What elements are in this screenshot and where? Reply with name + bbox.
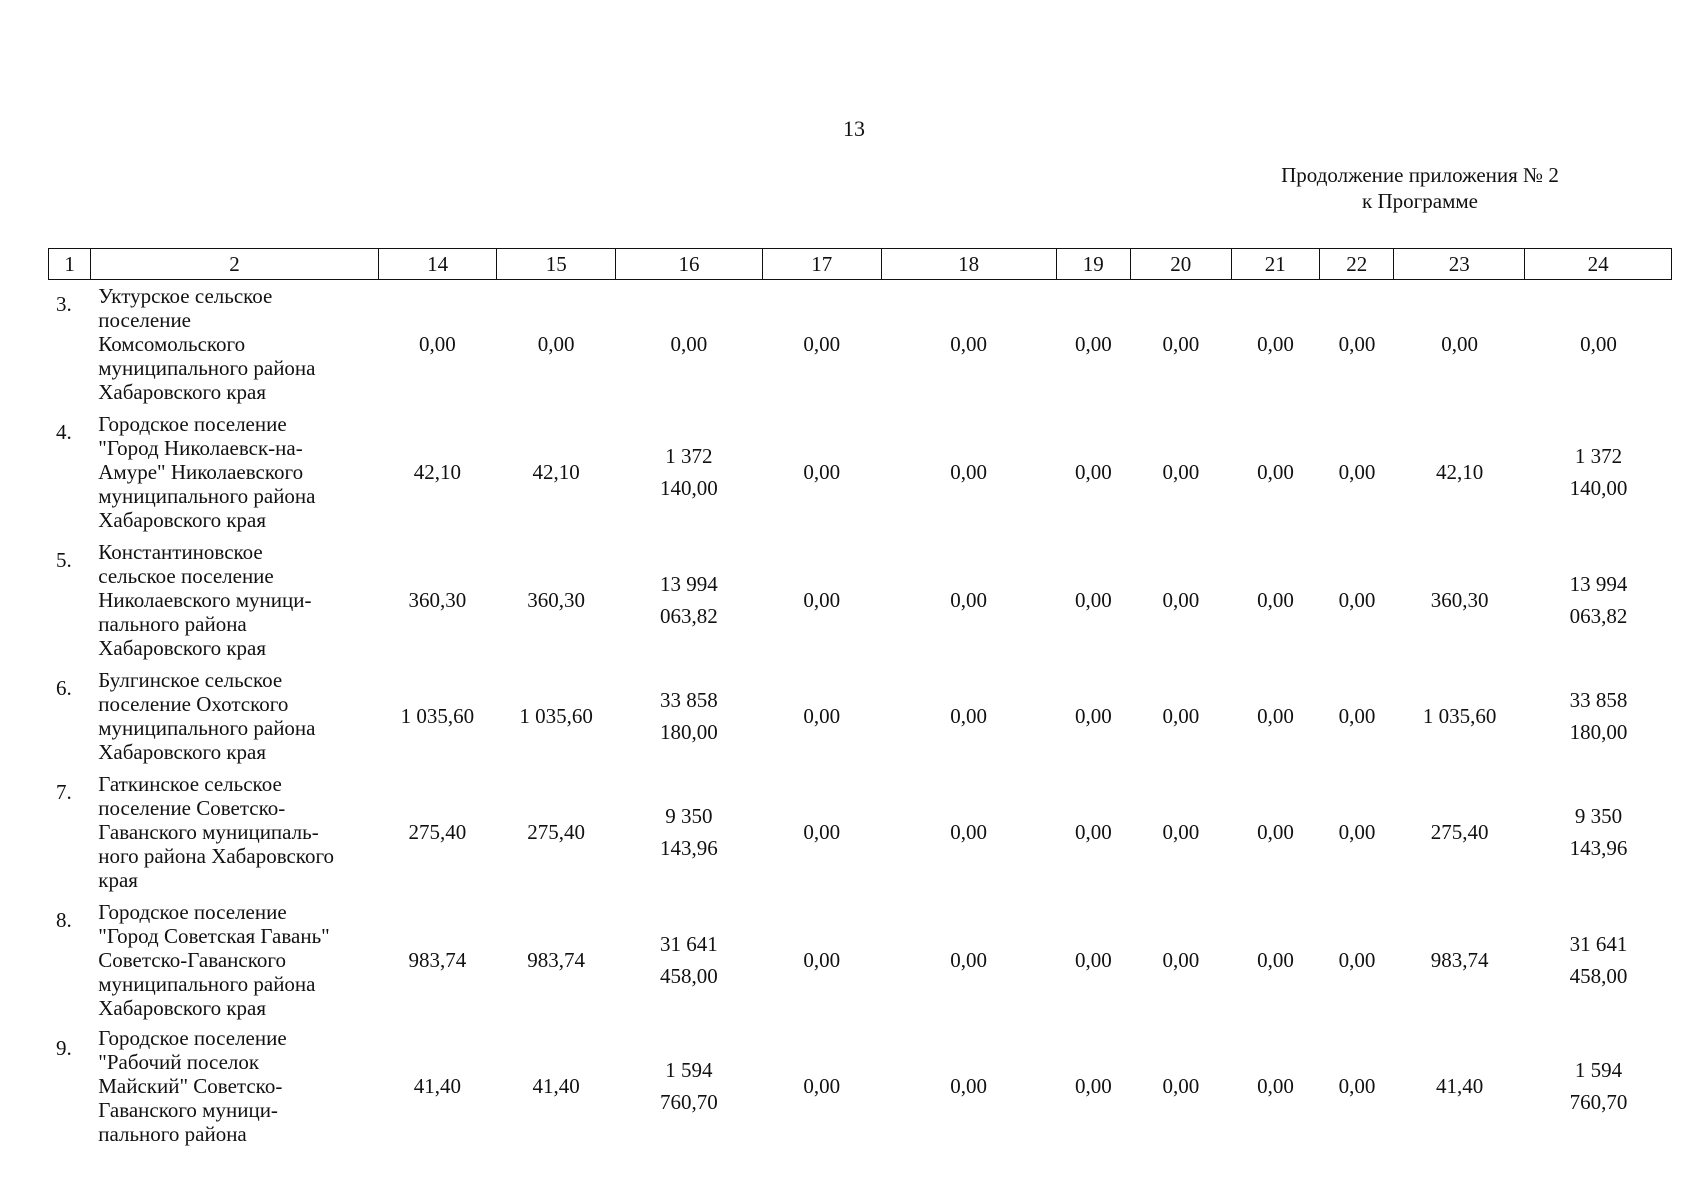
value-cell <box>1056 898 1130 1026</box>
value-line: 063,82 <box>660 604 718 628</box>
value-line: 0,00 <box>1074 588 1112 612</box>
value-cell <box>881 898 1056 1026</box>
value-cell <box>1525 1026 1672 1150</box>
value-cell <box>497 538 616 666</box>
settlement-name-line: пального района <box>98 1122 247 1146</box>
value-cell <box>1131 538 1232 666</box>
value-line: 42,10 <box>532 460 580 484</box>
value-cell <box>1056 666 1130 770</box>
value-line: 180,00 <box>660 720 718 744</box>
value-cell <box>762 898 881 1026</box>
value-cell <box>1056 410 1130 538</box>
value-line: 0,00 <box>1162 588 1200 612</box>
value-line: 1 035,60 <box>400 704 475 728</box>
value-cell <box>497 666 616 770</box>
value-line: 983,74 <box>408 948 467 972</box>
value-cell <box>497 410 616 538</box>
value-line: 0,00 <box>1580 332 1617 356</box>
value-cell <box>1394 282 1525 410</box>
row-number: 6. <box>56 676 72 700</box>
settlement-name-line: муниципального района <box>98 972 316 996</box>
settlement-name-line: муниципального района <box>98 716 316 740</box>
value-cell <box>1231 898 1320 1026</box>
table-row <box>48 898 1672 1026</box>
value-line: 063,82 <box>1569 604 1628 628</box>
settlement-name-line: "Город Советская Гавань" <box>98 924 330 948</box>
table-row <box>48 410 1672 538</box>
value-cell <box>1394 666 1525 770</box>
settlement-name-line: Николаевского муници- <box>98 588 312 612</box>
value-line: 0,00 <box>803 948 841 972</box>
value-line: 0,00 <box>950 460 987 484</box>
value-line: 0,00 <box>803 332 841 356</box>
row-number: 4. <box>56 420 72 444</box>
settlement-name-line: Советско-Гаванского <box>98 948 286 972</box>
value-cell <box>615 282 762 410</box>
value-cell <box>762 282 881 410</box>
value-cell <box>1394 1026 1525 1150</box>
settlement-name-line: Хабаровского края <box>98 380 267 404</box>
value-line: 0,00 <box>1257 704 1294 728</box>
settlement-name <box>90 538 378 666</box>
value-cell <box>762 538 881 666</box>
value-line: 458,00 <box>660 964 718 988</box>
value-line: 0,00 <box>1074 460 1112 484</box>
value-cell <box>1056 1026 1130 1150</box>
value-cell <box>1394 538 1525 666</box>
settlement-name-line: Хабаровского края <box>98 740 267 764</box>
value-line: 0,00 <box>1257 948 1294 972</box>
value-line: 983,74 <box>1430 948 1489 972</box>
header-cell: 23 <box>1394 249 1525 280</box>
value-cell <box>1131 410 1232 538</box>
value-line: 33 858 <box>660 688 718 712</box>
row-number: 9. <box>56 1036 72 1060</box>
value-cell <box>1131 666 1232 770</box>
value-cell <box>378 770 497 898</box>
value-cell <box>1394 770 1525 898</box>
value-line: 0,00 <box>670 332 708 356</box>
value-cell <box>1320 666 1394 770</box>
value-line: 0,00 <box>950 1074 987 1098</box>
header-cell: 14 <box>378 249 497 280</box>
value-line: 31 641 <box>660 932 718 956</box>
value-line: 0,00 <box>1074 704 1112 728</box>
value-line: 0,00 <box>419 332 456 356</box>
value-cell <box>1320 770 1394 898</box>
value-cell <box>378 898 497 1026</box>
continuation-line-2: к Программе <box>1362 189 1478 213</box>
value-line: 0,00 <box>1338 588 1376 612</box>
page-number: 13 <box>843 116 865 141</box>
value-cell <box>615 1026 762 1150</box>
value-line: 360,30 <box>408 588 467 612</box>
value-cell <box>1320 898 1394 1026</box>
settlement-name <box>90 1026 378 1150</box>
settlement-name-line: поселение Советско- <box>98 796 286 820</box>
settlement-name <box>90 282 378 410</box>
value-line: 0,00 <box>1257 332 1294 356</box>
value-cell <box>1231 410 1320 538</box>
value-line: 0,00 <box>1162 948 1200 972</box>
table-row <box>48 1026 1672 1150</box>
value-line: 275,40 <box>527 820 585 844</box>
settlement-name-line: Уктурское сельское <box>98 284 273 308</box>
value-line: 143,96 <box>1569 836 1628 860</box>
value-line: 41,40 <box>1435 1074 1484 1098</box>
value-line: 0,00 <box>803 704 841 728</box>
settlement-name <box>90 410 378 538</box>
settlement-name-line: "Город Николаевск-на- <box>98 436 303 460</box>
settlement-name-line: Хабаровского края <box>98 508 267 532</box>
value-line: 1 594 <box>1574 1058 1623 1082</box>
value-line: 0,00 <box>1338 332 1376 356</box>
value-line: 0,00 <box>1162 332 1200 356</box>
settlement-name-line: Комсомольского <box>98 332 246 356</box>
value-cell <box>615 770 762 898</box>
value-cell <box>1231 282 1320 410</box>
value-line: 13 994 <box>660 572 718 596</box>
value-cell <box>1525 666 1672 770</box>
value-cell <box>615 538 762 666</box>
value-cell <box>881 410 1056 538</box>
value-line: 0,00 <box>803 588 841 612</box>
value-cell <box>762 1026 881 1150</box>
settlement-name-line: муниципального района <box>98 356 316 380</box>
header-cell: 2 <box>91 249 379 280</box>
value-cell <box>1320 410 1394 538</box>
value-line: 1 594 <box>665 1058 713 1082</box>
value-cell <box>1320 282 1394 410</box>
value-line: 143,96 <box>660 836 718 860</box>
value-cell <box>1525 410 1672 538</box>
row-number: 5. <box>56 548 72 572</box>
value-line: 180,00 <box>1569 720 1628 744</box>
value-line: 760,70 <box>660 1090 718 1114</box>
header-cell: 1 <box>49 249 91 280</box>
value-cell <box>881 666 1056 770</box>
value-cell <box>497 770 616 898</box>
value-cell <box>1394 410 1525 538</box>
header-cell: 19 <box>1056 249 1130 280</box>
value-line: 0,00 <box>1257 1074 1294 1098</box>
value-line: 0,00 <box>1338 820 1376 844</box>
settlement-name-line: ного района Хабаровского <box>98 844 335 868</box>
settlement-name-line: Константиновское <box>98 540 263 564</box>
value-line: 275,40 <box>1430 820 1489 844</box>
value-cell <box>615 410 762 538</box>
settlement-name-line: Хабаровского края <box>98 996 267 1020</box>
value-line: 140,00 <box>660 476 718 500</box>
header-cell: 22 <box>1320 249 1394 280</box>
value-line: 0,00 <box>1074 948 1112 972</box>
value-cell <box>1320 538 1394 666</box>
value-line: 1 372 <box>1574 444 1623 468</box>
value-line: 0,00 <box>1162 820 1200 844</box>
header-cell: 15 <box>497 249 616 280</box>
value-cell <box>1056 282 1130 410</box>
settlement-name-line: Городское поселение <box>98 900 287 924</box>
header-cell: 21 <box>1231 249 1319 280</box>
value-line: 0,00 <box>1338 704 1376 728</box>
value-line: 0,00 <box>1074 332 1112 356</box>
settlement-name <box>90 770 378 898</box>
value-cell <box>615 898 762 1026</box>
settlement-name-line: Городское поселение <box>98 412 287 436</box>
value-line: 0,00 <box>1338 460 1376 484</box>
header-cell: 24 <box>1525 249 1672 280</box>
row-number: 8. <box>56 908 72 932</box>
value-line: 0,00 <box>537 332 575 356</box>
value-cell <box>1231 770 1320 898</box>
settlement-name-line: Гаванского муниципаль- <box>98 820 319 844</box>
value-line: 41,40 <box>532 1074 580 1098</box>
settlement-name-line: Булгинское сельское <box>98 668 283 692</box>
value-line: 0,00 <box>1257 820 1294 844</box>
settlement-name-line: Городское поселение <box>98 1026 287 1050</box>
value-line: 458,00 <box>1569 964 1628 988</box>
header-cell: 16 <box>616 249 763 280</box>
value-line: 0,00 <box>950 948 987 972</box>
settlement-name-line: Гаткинское сельское <box>98 772 282 796</box>
data-table <box>48 282 1672 1150</box>
row-number: 3. <box>56 292 72 316</box>
value-cell <box>1231 538 1320 666</box>
value-line: 0,00 <box>950 588 987 612</box>
table-row <box>48 538 1672 666</box>
value-cell <box>1394 898 1525 1026</box>
table-row <box>48 666 1672 770</box>
value-cell <box>378 666 497 770</box>
value-line: 275,40 <box>408 820 467 844</box>
value-cell <box>1525 898 1672 1026</box>
value-line: 0,00 <box>950 820 987 844</box>
continuation-line-1: Продолжение приложения № 2 <box>1281 163 1559 187</box>
value-cell <box>497 282 616 410</box>
value-line: 760,70 <box>1569 1090 1628 1114</box>
value-cell <box>1131 898 1232 1026</box>
settlement-name-line: Хабаровского края <box>98 636 267 660</box>
value-line: 0,00 <box>1257 460 1294 484</box>
settlement-name-line: поселение Охотского <box>98 692 289 716</box>
value-line: 31 641 <box>1569 932 1628 956</box>
table-row <box>48 770 1672 898</box>
value-line: 41,40 <box>413 1074 461 1098</box>
header-row <box>49 249 1672 280</box>
value-cell <box>1131 1026 1232 1150</box>
value-cell <box>1525 282 1672 410</box>
value-line: 0,00 <box>1338 948 1376 972</box>
value-line: 360,30 <box>1430 588 1489 612</box>
value-line: 42,10 <box>413 460 461 484</box>
value-line: 0,00 <box>1162 704 1200 728</box>
value-cell <box>762 666 881 770</box>
settlement-name <box>90 898 378 1026</box>
settlement-name <box>90 666 378 770</box>
value-cell <box>1525 538 1672 666</box>
value-line: 0,00 <box>950 704 987 728</box>
value-cell <box>378 538 497 666</box>
value-line: 1 035,60 <box>519 704 593 728</box>
value-cell <box>1231 1026 1320 1150</box>
value-cell <box>497 898 616 1026</box>
header-cell: 20 <box>1130 249 1231 280</box>
value-cell <box>378 410 497 538</box>
value-line: 1 372 <box>665 444 713 468</box>
value-line: 13 994 <box>1569 572 1628 596</box>
value-cell <box>1056 538 1130 666</box>
table-row <box>48 282 1672 410</box>
value-cell <box>378 282 497 410</box>
value-line: 33 858 <box>1569 688 1628 712</box>
value-line: 0,00 <box>1074 1074 1112 1098</box>
value-cell <box>497 1026 616 1150</box>
value-line: 0,00 <box>1074 820 1112 844</box>
value-cell <box>1131 770 1232 898</box>
value-line: 9 350 <box>665 804 713 828</box>
value-cell <box>1131 282 1232 410</box>
value-cell <box>881 770 1056 898</box>
value-cell <box>762 410 881 538</box>
settlement-name-line: Гаванского муници- <box>98 1098 278 1122</box>
continuation-note <box>1230 162 1610 214</box>
settlement-name-line: сельское поселение <box>98 564 274 588</box>
value-line: 0,00 <box>1441 332 1478 356</box>
value-cell <box>1056 770 1130 898</box>
value-line: 0,00 <box>1162 1074 1200 1098</box>
value-cell <box>881 538 1056 666</box>
value-cell <box>1525 770 1672 898</box>
value-cell <box>1320 1026 1394 1150</box>
value-line: 0,00 <box>803 1074 841 1098</box>
value-line: 0,00 <box>950 332 987 356</box>
settlement-name-line: поселение <box>98 308 192 332</box>
value-cell <box>762 770 881 898</box>
table-body <box>48 282 1672 1150</box>
settlement-name-line: Майский" Советско- <box>98 1074 283 1098</box>
value-line: 360,30 <box>527 588 585 612</box>
value-cell <box>1231 666 1320 770</box>
value-line: 0,00 <box>803 460 841 484</box>
value-line: 42,10 <box>1435 460 1484 484</box>
value-line: 9 350 <box>1574 804 1623 828</box>
settlement-name-line: края <box>98 868 138 892</box>
value-cell <box>881 282 1056 410</box>
value-cell <box>881 1026 1056 1150</box>
value-line: 1 035,60 <box>1422 704 1497 728</box>
header-cell: 18 <box>881 249 1056 280</box>
header-cell: 17 <box>762 249 881 280</box>
value-cell <box>378 1026 497 1150</box>
value-line: 0,00 <box>1257 588 1294 612</box>
value-line: 0,00 <box>1338 1074 1376 1098</box>
value-line: 0,00 <box>1162 460 1200 484</box>
settlement-name-line: муниципального района <box>98 484 316 508</box>
value-line: 983,74 <box>527 948 585 972</box>
row-number: 7. <box>56 780 72 804</box>
settlement-name-line: "Рабочий поселок <box>98 1050 260 1074</box>
value-line: 140,00 <box>1569 476 1628 500</box>
settlement-name-line: Амуре" Николаевского <box>98 460 304 484</box>
column-number-header <box>48 248 1672 280</box>
value-cell <box>615 666 762 770</box>
settlement-name-line: пального района <box>98 612 247 636</box>
value-line: 0,00 <box>803 820 841 844</box>
